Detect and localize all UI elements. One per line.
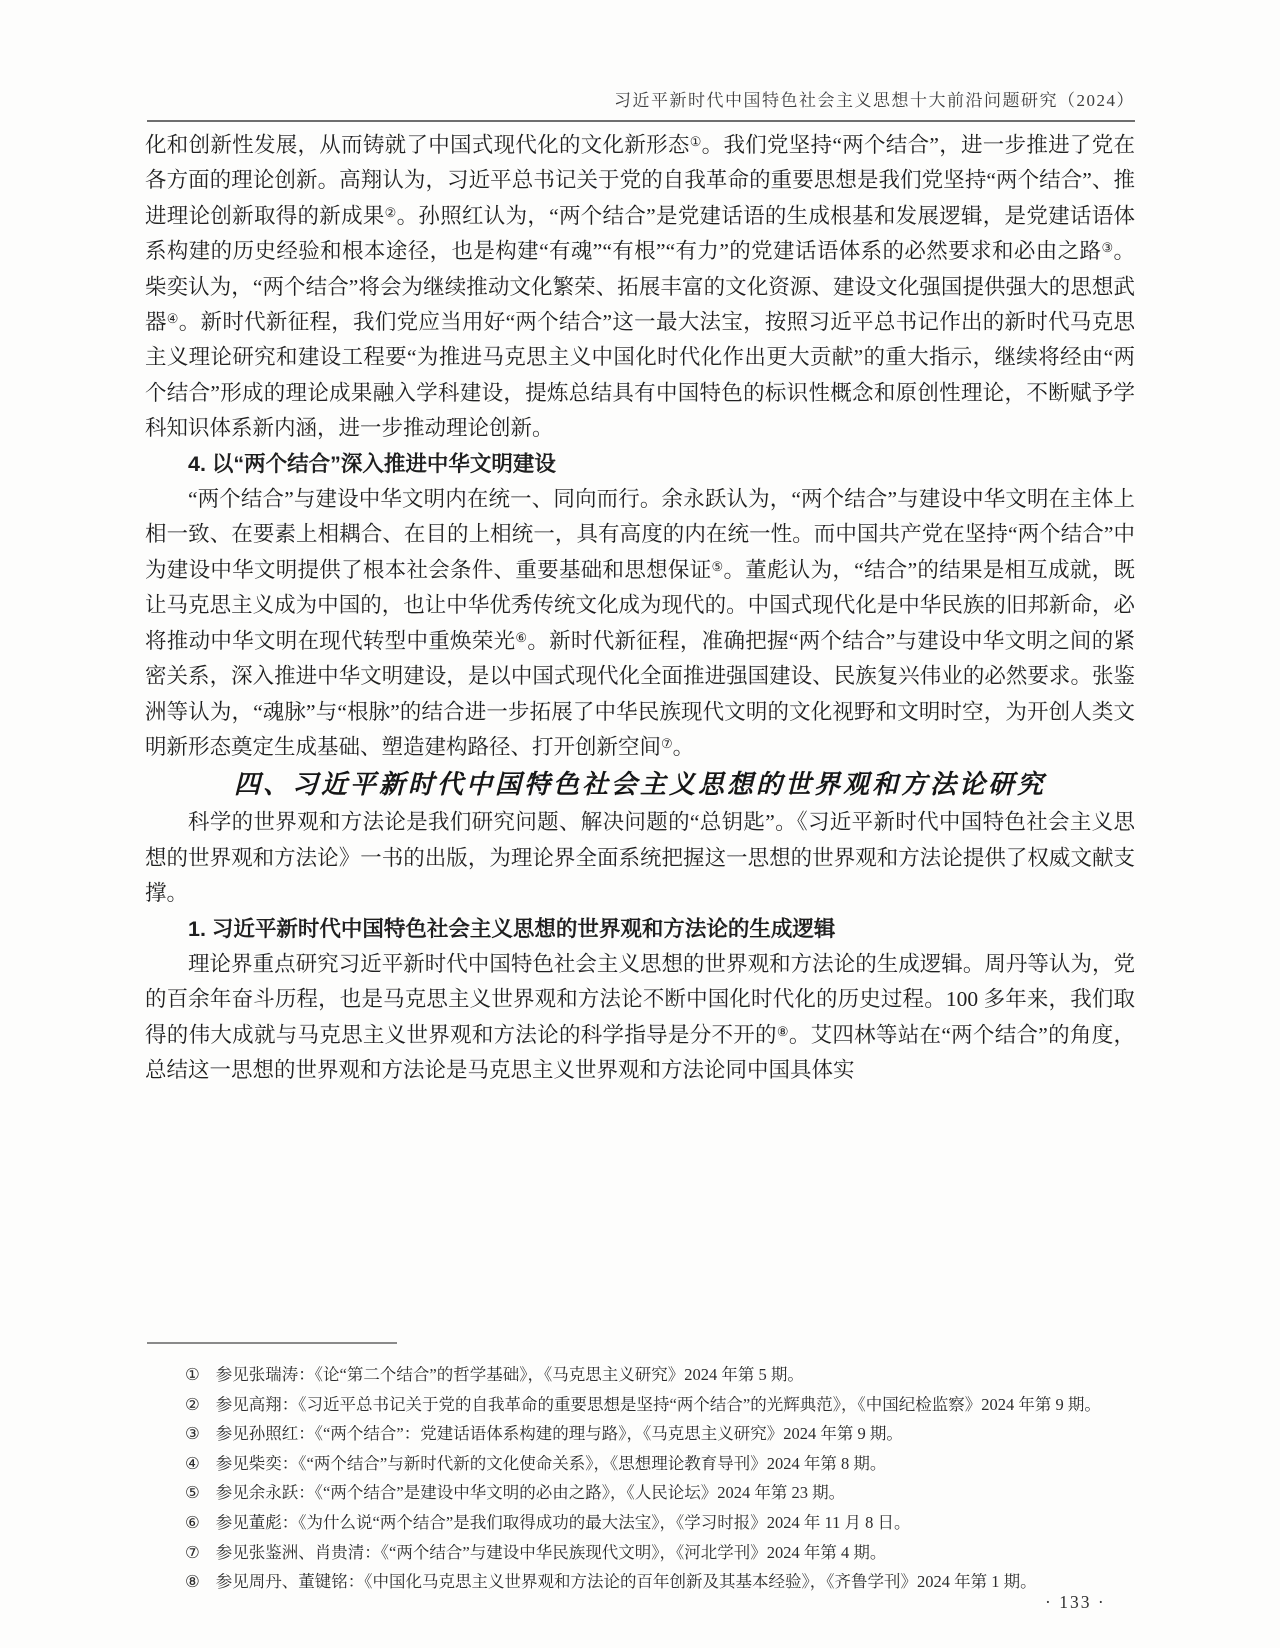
footnote-number: ⑦	[185, 1542, 200, 1562]
footnote-number: ①	[185, 1365, 200, 1384]
footnote-text: 参见张瑞涛：《论“第二个结合”的哲学基础》，《马克思主义研究》2024 年第 5 期。	[215, 1365, 804, 1384]
footnote-item	[145, 1538, 1155, 1568]
paragraph-civilization-building: “两个结合”与建设中华文明内在统一、同向而行。余永跃认为，“两个结合”与建设中华文明在主体上相一致、在要素上相耦合、在目的上相统一，具有高度的内在统一性。而中国共产党在坚持“两个结合”中为建设中华文明提供了根本社会条件、重要基础和思想保证⑤。董彪认为，“结合”的结果是相互成就，既让马克思主义成为中国的，也让中华优秀传统文化成为现代的。中国式现代化是中华民族的旧邦新命，必将推动中华文明在现代转型中重焕荣光⑥。新时代新征程，准确把握“两个结合”与建设中华文明之间的紧密关系，深入推进中华文明建设，是以中国式现代化全面推进强国建设、民族复兴伟业的必然要求。张鉴洲等认为，“魂脉”与“根脉”的结合进一步拓展了中华民族现代文明的文化视野和文明时空，为开创人类文明新形态奠定生成基础、塑造建构路径、打开创新空间⑦。	[145, 487, 1136, 759]
footnote-number: ⑧	[185, 1572, 200, 1592]
footnote-number: ③	[185, 1424, 200, 1444]
footnote-number: ⑥	[185, 1512, 200, 1532]
paragraph-generation-logic: 理论界重点研究习近平新时代中国特色社会主义思想的世界观和方法论的生成逻辑。周丹等认为，党的百余年奋斗历程，也是马克思主义世界观和方法论不断中国化时代化的历史过程。100 多年来，我们取得的伟大成就与马克思主义世界观和方法论的科学指导是分不开的⑧。艾四林等站在“两个结合”的角度，总结这一思想的世界观和方法论是马克思主义世界观和方法论同中国具体实	[145, 951, 1136, 1083]
running-head-title: 习近平新时代中国特色社会主义思想十大前沿问题研究（2024）	[614, 91, 1135, 110]
footnote-text: 参见张鉴洲、肖贵清：《“两个结合”与建设中华民族现代文明》，《河北学刊》2024 年第 4 期。	[215, 1542, 887, 1562]
header-rule	[147, 120, 1135, 122]
footnote-text: 参见周丹、董键铭：《中国化马克思主义世界观和方法论的百年创新及其基本经验》，《齐鲁学刊》2024 年第 1 期。	[215, 1572, 1037, 1592]
paragraph-master-key: 科学的世界观和方法论是我们研究问题、解决问题的“总钥匙”。《习近平新时代中国特色社会主义思想的世界观和方法论》一书的出版，为理论界全面系统把握这一思想的世界观和方法论提供了权威文献支撑。	[145, 810, 1135, 906]
sub-heading-4-civilization: 4. 以“两个结合”深入推进中华文明建设	[188, 451, 556, 476]
paragraph-two-combinations-theory: 化和创新性发展，从而铸就了中国式现代化的文化新形态①。我们党坚持“两个结合”，进一步推进了党在各方面的理论创新。高翔认为，习近平总书记关于党的自我革命的重要思想是我们党坚持“两个结合”、推进理论创新取得的新成果②。孙照红认为，“两个结合”是党建话语的生成根基和发展逻辑，是党建话语体系构建的历史经验和根本途径，也是构建“有魂”“有根”“有力”的党建话语体系的必然要求和必由之路③。柴奕认为，“两个结合”将会为继续推动文化繁荣、拓展丰富的文化资源、建设文化强国提供强大的思想武器④。新时代新征程，我们党应当用好“两个结合”这一最大法宝，按照习近平总书记作出的新时代马克思主义理论研究和建设工程要“为推进马克思主义中国化时代化作出更大贡献”的重大指示，继续将经由“两个结合”形成的理论成果融入学科建设，提炼总结具有中国特色的标识性概念和原创性理论，不断赋予学科知识体系新内涵，进一步推动理论创新。	[145, 133, 1136, 441]
footnote-item	[145, 1508, 1155, 1538]
footnote-block	[145, 1342, 1155, 1597]
sub-heading-1-generation-logic: 1. 习近平新时代中国特色社会主义思想的世界观和方法论的生成逻辑	[188, 916, 836, 941]
footnote-text: 参见高翔：《习近平总书记关于党的自我革命的重要思想是坚持“两个结合”的光辉典范》，《中国纪检监察》2024 年第 9 期。	[215, 1394, 1101, 1414]
footnote-separator	[147, 1342, 397, 1344]
footnote-item	[145, 1390, 1155, 1420]
page-number: · 133 ·	[1045, 1592, 1106, 1612]
footnote-number: ④	[185, 1453, 200, 1473]
footnote-item	[145, 1449, 1155, 1479]
footnote-text: 参见孙照红：《“两个结合”：党建话语体系构建的理与路》，《马克思主义研究》2024 年第 9 期。	[215, 1424, 903, 1444]
section-heading-worldview-methodology: 四、习近平新时代中国特色社会主义思想的世界观和方法论研究	[233, 770, 1046, 800]
footnote-text: 参见余永跃：《“两个结合”是建设中华文明的必由之路》，《人民论坛》2024 年第 23 期。	[215, 1483, 846, 1503]
footnote-number: ②	[185, 1394, 200, 1414]
footnote-number: ⑤	[185, 1483, 200, 1503]
footnote-item	[145, 1567, 1155, 1597]
footnote-item	[145, 1419, 1155, 1449]
footnote-item	[145, 1360, 1155, 1390]
page-body	[145, 128, 1135, 1089]
footnote-text: 参见董彪：《为什么说“两个结合”是我们取得成功的最大法宝》，《学习时报》2024 年 11 月 8 日。	[215, 1512, 911, 1532]
footnote-item	[145, 1478, 1155, 1508]
footnote-text: 参见柴奕：《“两个结合”与新时代新的文化使命关系》，《思想理论教育导刊》2024 年第 8 期。	[215, 1453, 887, 1473]
